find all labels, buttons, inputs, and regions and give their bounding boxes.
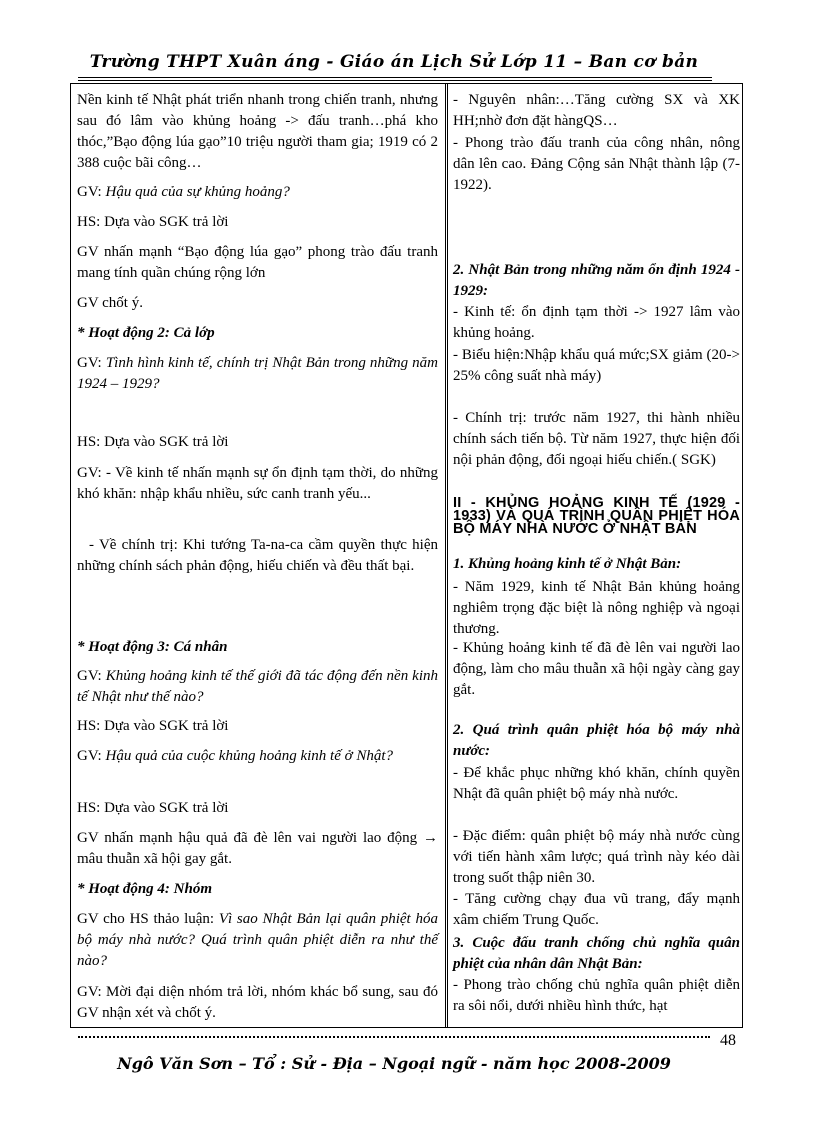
right-paragraph: - Kinh tế: ổn định tạm thời -> 1927 lâm vào khủng hoảng.	[453, 304, 740, 341]
right-paragraph: - Để khắc phục những khó khăn, chính quyền Nhật đã quân phiệt bộ máy nhà nước.	[453, 765, 740, 802]
right-paragraph: - Năm 1929, kinh tế Nhật Bản khủng hoảng nghiêm trọng đặc biệt là nông nghiệp và ngoại thương.	[453, 579, 740, 637]
right-paragraph: - Phong trào đấu tranh của công nhân, nông dân lên cao. Đảng Cộng sản Nhật thành lập (7-1922).	[453, 135, 740, 193]
page-number: 48	[720, 1032, 736, 1049]
student-note: HS: Dựa vào SGK trả lời	[77, 214, 229, 230]
activity-heading: * Hoạt động 2: Cả lớp	[77, 325, 215, 341]
student-note: HS: Dựa vào SGK trả lời	[77, 718, 229, 734]
teacher-question: GV: Khủng hoảng kinh tế thế giới đã tác động đến nền kinh tế Nhật như thế nào?	[77, 668, 438, 705]
page-header: Trường THPT Xuân áng - Giáo án Lịch Sử Lớp 11 – Ban cơ bản	[89, 52, 699, 72]
footer-dotted-rule	[78, 1036, 710, 1038]
right-paragraph: - Phong trào chống chủ nghĩa quân phiệt diễn ra sôi nổi, dưới nhiều hình thức, hạt	[453, 977, 740, 1014]
section-heading: II - KHỦNG HOẢNG KINH TẾ (1929 - 1933) VÀ QUÁ TRÌNH QUÂN PHIỆT HÓA BỘ MÁY NHÀ NƯỚC Ở NHẬT BẢN	[453, 495, 740, 537]
right-paragraph: - Tăng cường chạy đua vũ trang, đẩy mạnh xâm chiếm Trung Quốc.	[453, 891, 740, 928]
teacher-question: GV: Hậu quả của cuộc khủng hoảng kinh tế ở Nhật?	[77, 748, 394, 764]
teacher-question: GV: Tình hình kinh tế, chính trị Nhật Bản trong những năm 1924 – 1929?	[77, 355, 438, 392]
left-paragraph: GV: - Về kinh tế nhấn mạnh sự ổn định tạm thời, do những khó khăn: nhập khẩu nhiều, sức canh tranh yếu...	[77, 465, 438, 502]
activity-heading: * Hoạt động 3: Cá nhân	[77, 639, 228, 655]
left-paragraph: Nền kinh tế Nhật phát triển nhanh trong chiến tranh, nhưng sau đó lâm vào khủng hoảng -> đấu tranh…phá kho thóc,”Bạo động lúa gạo”10 triệu người tham gia; 1919 có 2 388 cuộc bãi công…	[77, 92, 438, 171]
subsection-heading: 2. Quá trình quân phiệt hóa bộ máy nhà nước:	[453, 722, 740, 759]
subsection-heading: 3. Cuộc đấu tranh chống chủ nghĩa quân phiệt của nhân dân Nhật Bản:	[453, 935, 740, 972]
teacher-question: GV cho HS thảo luận: Vì sao Nhật Bản lại quân phiệt hóa bộ máy nhà nước? Quá trình quân phiệt diễn ra như thế nào?	[77, 911, 438, 969]
subsection-heading: 2. Nhật Bản trong những năm ổn định 1924 - 1929:	[453, 262, 740, 299]
right-paragraph: - Biểu hiện:Nhập khẩu quá mức;SX giảm (20-> 25% công suất nhà máy)	[453, 347, 740, 384]
left-paragraph: GV nhấn mạnh “Bạo động lúa gạo” phong trào đấu tranh mang tính quần chúng rộng lớn	[77, 244, 438, 281]
right-paragraph: - Đặc điểm: quân phiệt bộ máy nhà nước cùng với tiến hành xâm lược; quá trình này kéo dài trong suốt thập niên 30.	[453, 828, 740, 886]
right-paragraph: - Nguyên nhân:…Tăng cường SX và XK HH;nhờ đơn đặt hàngQS…	[453, 92, 740, 129]
left-paragraph: GV: Mời đại diện nhóm trả lời, nhóm khác bổ sung, sau đó GV nhận xét và chốt ý.	[77, 984, 438, 1021]
page-footer: Ngô Văn Sơn – Tổ : Sử - Địa – Ngoại ngữ - năm học 2008-2009	[117, 1054, 671, 1073]
student-note: HS: Dựa vào SGK trả lời	[77, 434, 229, 450]
subsection-heading: 1. Khủng hoảng kinh tế ở Nhật Bản:	[453, 556, 682, 572]
header-rule	[78, 77, 712, 78]
column-divider	[445, 83, 448, 1028]
student-note: HS: Dựa vào SGK trả lời	[77, 800, 229, 816]
header-rule	[78, 80, 712, 81]
left-paragraph: GV nhấn mạnh hậu quả đã đè lên vai người lao động → mâu thuẫn xã hội gay gắt.	[77, 830, 438, 867]
left-paragraph: - Về chính trị: Khi tướng Ta-na-ca cầm quyền thực hiện những chính sách phản động, hiếu chiến và đều thất bại.	[77, 537, 438, 574]
left-paragraph: GV chốt ý.	[77, 295, 143, 311]
right-paragraph: - Chính trị: trước năm 1927, thi hành nhiều chính sách tiến bộ. Từ năm 1927, thực hiện đối nội phản động, đối ngoại hiếu chiến.( SGK)	[453, 410, 740, 468]
activity-heading: * Hoạt động 4: Nhóm	[77, 881, 213, 897]
teacher-question: GV: Hậu quả của sự khủng hoảng?	[77, 184, 290, 200]
right-paragraph: - Khủng hoảng kinh tế đã đè lên vai người lao động, làm cho mâu thuẫn xã hội ngày càng gay gắt.	[453, 640, 740, 698]
